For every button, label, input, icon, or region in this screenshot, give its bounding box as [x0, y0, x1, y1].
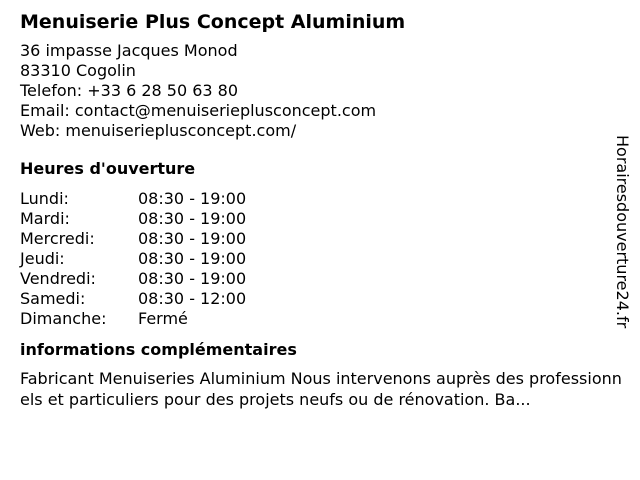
hours-time-thursday: 08:30 - 19:00	[138, 249, 247, 268]
hours-table	[20, 189, 615, 329]
site-watermark: Horairesdouverture24.fr	[613, 135, 632, 329]
address-street: 36 impasse Jacques Monod	[20, 41, 238, 60]
address-city: 83310 Cogolin	[20, 61, 136, 80]
hours-time-sunday: Fermé	[138, 309, 188, 328]
hours-day-friday: Vendredi:	[20, 269, 96, 288]
hours-time-wednesday: 08:30 - 19:00	[138, 229, 247, 248]
business-name: Menuiserie Plus Concept Aluminium	[20, 11, 406, 33]
hours-day-wednesday: Mercredi:	[20, 229, 95, 248]
hours-time-monday: 08:30 - 19:00	[138, 189, 247, 208]
hours-time-tuesday: 08:30 - 19:00	[138, 209, 247, 228]
hours-heading: Heures d'ouverture	[20, 159, 196, 178]
web-line[interactable]: Web: menuiserieplusconcept.com/	[20, 121, 297, 140]
hours-time-saturday: 08:30 - 12:00	[138, 289, 247, 308]
business-card	[20, 8, 622, 410]
hours-day-thursday: Jeudi:	[20, 249, 65, 268]
hours-day-saturday: Samedi:	[20, 289, 86, 308]
hours-day-tuesday: Mardi:	[20, 209, 70, 228]
info-heading: informations complémentaires	[20, 340, 297, 359]
hours-day-sunday: Dimanche:	[20, 309, 107, 328]
hours-day-monday: Lundi:	[20, 189, 69, 208]
hours-time-friday: 08:30 - 19:00	[138, 269, 247, 288]
phone-line[interactable]: Telefon: +33 6 28 50 63 80	[20, 81, 239, 100]
info-description: Fabricant Menuiseries Aluminium Nous intervenons auprès des professionnels et particuliers pour des projets neufs ou de rénovation. Ba...	[20, 369, 622, 409]
email-line[interactable]: Email: contact@menuiserieplusconcept.com	[20, 101, 377, 120]
